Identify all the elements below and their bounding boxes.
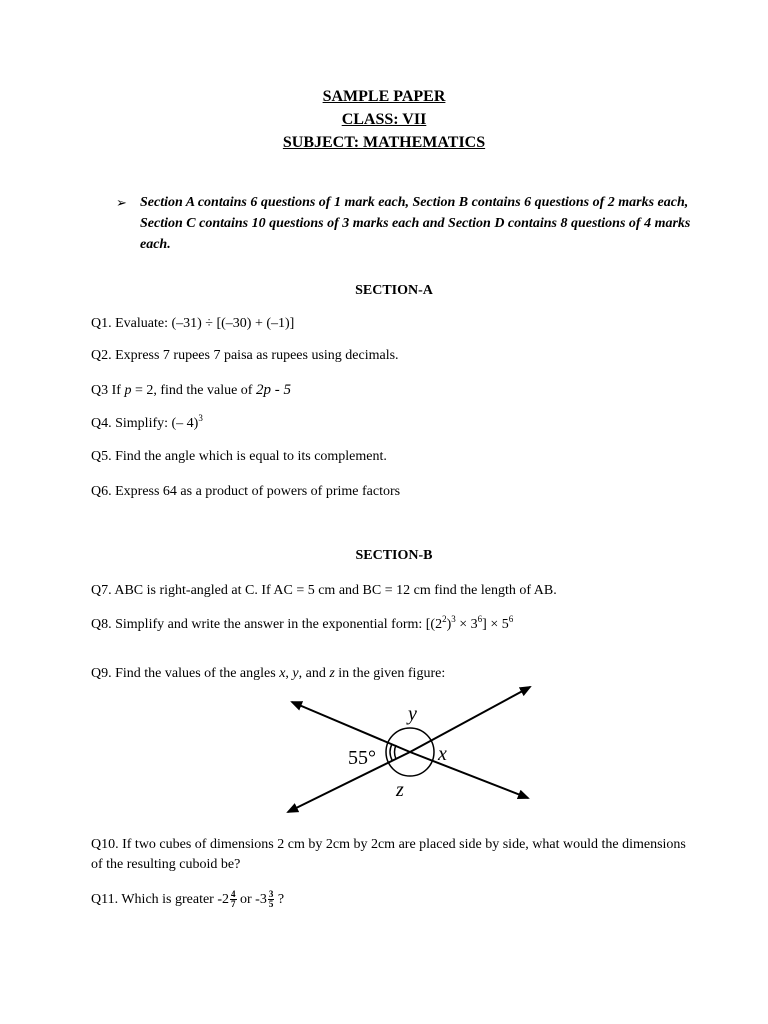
question-9: [91, 664, 711, 684]
question-11: [91, 890, 711, 910]
q4-text: Q4. Simplify: (– 4): [91, 416, 199, 431]
bullet-arrow-icon: ➢: [116, 195, 127, 210]
q3-expression: 2p - 5: [255, 382, 291, 398]
q9-var-x: x: [279, 666, 286, 681]
q9-var-y: y: [292, 666, 299, 681]
paper-title: SAMPLE PAPER: [322, 88, 446, 105]
question-8: [91, 615, 711, 635]
label-y: y: [408, 703, 417, 725]
q11-text-b: or -3: [236, 892, 267, 907]
q4-exponent: 3: [198, 413, 203, 423]
question-5: Q5. Find the angle which is equal to its complement.: [91, 449, 387, 464]
q8-exp-3: 6: [477, 614, 483, 624]
question-3: [91, 380, 711, 401]
frac2-denominator: 5: [268, 899, 274, 910]
frac1-denominator: 7: [231, 899, 236, 910]
q8-text-2: ): [446, 617, 452, 632]
question-6: Q6. Express 64 as a product of powers of prime factors: [91, 484, 401, 499]
frac1-numerator: 4: [231, 889, 236, 900]
intersecting-lines-figure: [280, 682, 540, 818]
q8-text-4: ] × 5: [482, 617, 509, 632]
subject-title: SUBJECT: MATHEMATICS: [282, 134, 486, 151]
q3-mid: = 2, find the value of: [131, 383, 256, 398]
question-1: Q1. Evaluate: (–31) ÷ [(–30) + (–1)]: [91, 316, 295, 331]
q8-exp-4: 6: [508, 614, 514, 624]
label-angle-55: 55°: [348, 747, 376, 769]
q3-prefix: Q3 If: [91, 383, 125, 398]
angle-mark-2: [395, 745, 397, 759]
label-x: x: [438, 743, 447, 765]
instructions-text: Section A contains 6 questions of 1 mark each, Section B contains 6 questions of 2 marks each, Section C contains 10 questions of 3 marks each and Section D contains 8 questions of 4 marks each.: [140, 195, 691, 252]
q8-text-3: × 3: [455, 617, 478, 632]
class-title: CLASS: VII: [341, 111, 427, 128]
section-b-heading: SECTION-B: [355, 548, 433, 563]
q11-text-a: Q11. Which is greater -2: [91, 892, 230, 907]
q11-text-c: ?: [274, 892, 285, 907]
label-z: z: [396, 779, 404, 801]
q9-text-d: in the given figure:: [334, 666, 446, 681]
question-7: Q7. ABC is right-angled at C. If AC = 5 cm and BC = 12 cm find the length of AB.: [91, 583, 557, 598]
q9-text-a: Q9. Find the values of the angles: [91, 666, 280, 681]
angle-mark: [390, 744, 392, 760]
q9-text-c: , and: [298, 666, 330, 681]
section-a-heading: SECTION-A: [355, 283, 433, 298]
q8-exp-1: 2: [442, 614, 447, 624]
q8-exp-2: 3: [451, 614, 456, 624]
line-1b: [410, 752, 528, 798]
frac2-numerator: 3: [268, 889, 274, 900]
q3-variable: p: [124, 383, 132, 398]
q9-var-z: z: [329, 666, 335, 681]
question-2: Q2. Express 7 rupees 7 paisa as rupees using decimals.: [91, 348, 399, 363]
q9-text-b: ,: [285, 666, 293, 681]
question-10: Q10. If two cubes of dimensions 2 cm by 2cm by 2cm are placed side by side, what would the dimensions of the resulting cuboid be?: [91, 837, 686, 872]
q8-text-1: Q8. Simplify and write the answer in the exponential form: [(2: [91, 617, 443, 632]
line-2: [410, 687, 530, 752]
question-4: [91, 414, 711, 434]
